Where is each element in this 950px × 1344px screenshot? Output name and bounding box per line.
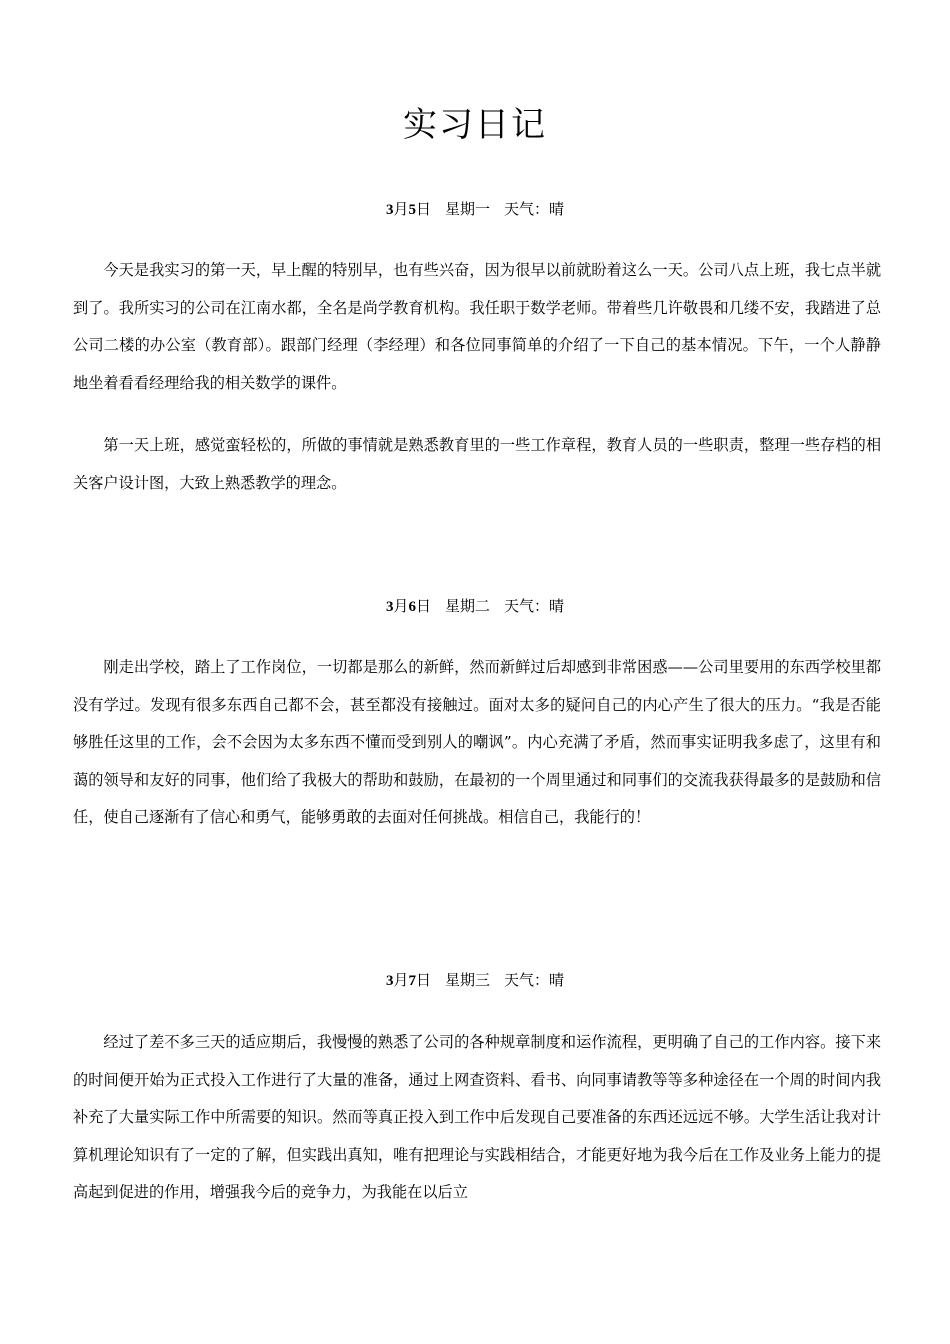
document-title: 实习日记	[403, 105, 547, 145]
entry-day: 7	[408, 973, 416, 989]
entry-weekday: 星期二	[445, 597, 491, 615]
entry-3-paragraph-1: 经过了差不多三天的适应期后，我慢慢的熟悉了公司的各种规章制度和运作流程，更明确了自己的工作内容。接下来的时间便开始为正式投入工作进行了大量的准备，通过上网查资料、看书、向同事请教等等多种途径在一个周的时间内我补充了大量实际工作中所需要的知识。然而等真正投入到工作中后发现自己要准备的东西还远远不够。大学生活让我对计算机理论知识有了一定的了解，但实践出真知，唯有把理论与实践相结合，才能更好地为我今后在工作及业务上能力的提高起到促进的作用，增强我今后的竞争力，为我能在以后立	[73, 1033, 881, 1201]
entry-1-paragraph-2: 第一天上班，感觉蛮轻松的，所做的事情就是熟悉教育里的一些工作章程，教育人员的一些职责，整理一些存档的相关客户设计图，大致上熟悉教学的理念。	[73, 436, 881, 492]
entry-header-1: 3月5日 星期一 天气：晴	[385, 200, 565, 218]
entry-weather: 天气：晴	[504, 200, 565, 218]
entry-weekday: 星期一	[445, 200, 491, 218]
entry-header-2: 3月6日 星期二 天气：晴	[385, 597, 565, 615]
entry-month: 3	[385, 973, 394, 989]
entry-month: 3	[385, 202, 394, 218]
entry-weather: 天气：晴	[504, 597, 565, 615]
entry-weather: 天气：晴	[504, 971, 565, 989]
entry-2-paragraph-1: 刚走出学校，踏上了工作岗位，一切都是那么的新鲜，然而新鲜过后却感到非常困惑——公司里要用的东西学校里都没有学过。发现有很多东西自己都不会，甚至都没有接触过。面对太多的疑问自己的内心产生了很大的压力。“我是否能够胜任这里的工作，会不会因为太多东西不懂而受到别人的嘲讽”。内心充满了矛盾，然而事实证明我多虑了，这里有和蔼的领导和友好的同事，他们给了我极大的帮助和鼓励，在最初的一个周里通过和同事们的交流我获得最多的是鼓励和信任，使自己逐渐有了信心和勇气，能够勇敢的去面对任何挑战。相信自己，我能行的！	[73, 658, 881, 826]
entry-weekday: 星期三	[445, 971, 491, 989]
entry-header-3: 3月7日 星期三 天气：晴	[385, 971, 565, 989]
entry-month: 3	[385, 599, 394, 615]
entry-day: 5	[408, 202, 416, 218]
entry-1-paragraph-1: 今天是我实习的第一天，早上醒的特别早，也有些兴奋，因为很早以前就盼着这么一天。公司八点上班，我七点半就到了。我所实习的公司在江南水都，全名是尚学教育机构。我任职于数学老师。带着些几许敬畏和几缕不安，我踏进了总公司二楼的办公室（教育部）。跟部门经理（李经理）和各位同事简单的介绍了一下自己的基本情况。下午，一个人静静地坐着看看经理给我的相关数学的课件。	[73, 261, 881, 392]
entry-day: 6	[408, 599, 416, 615]
